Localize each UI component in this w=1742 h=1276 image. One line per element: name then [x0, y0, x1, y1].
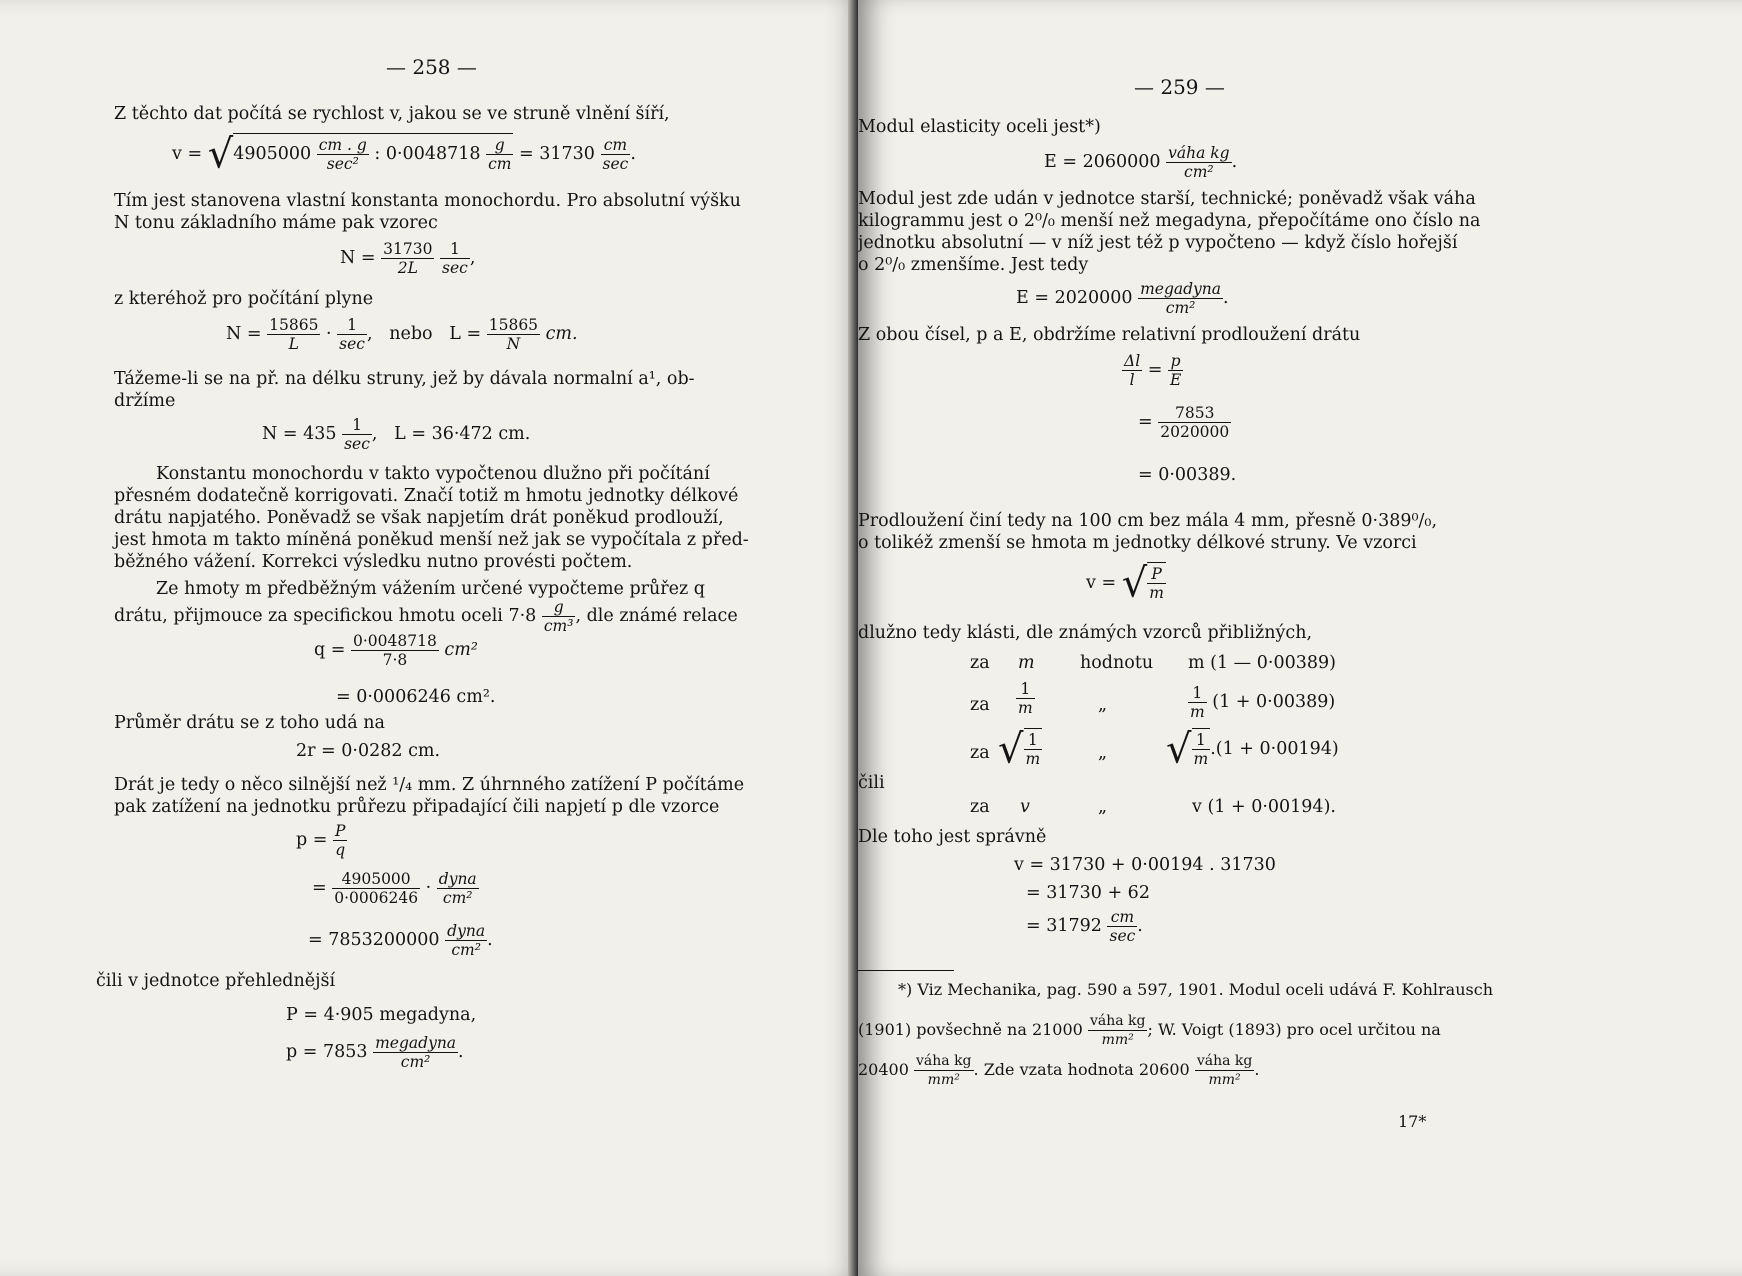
text-cili: čili	[858, 773, 885, 793]
text-line: držíme	[114, 391, 176, 411]
equation-N3: N = 435 $\frac{1}{\sec}$ , L = 36·472 cm.	[262, 416, 531, 453]
equation-N2: N = $\frac{15865}{L}$ · $\frac{1}{\sec}$ , nebo L = $\frac{15865}{N}$ cm.	[226, 316, 578, 353]
approx-hodnotu: hodnotu	[1080, 653, 1154, 673]
equation-q2: = 0·0006246 cm².	[336, 687, 496, 707]
approx-term: v	[1020, 797, 1030, 817]
equation-E2: E = 2020000 $\frac{\text{megadyna}}{\text{cm²}}$ .	[1016, 280, 1229, 317]
page-number-right: — 259 —	[1134, 75, 1225, 99]
text-line: běžného vážení. Korrekci výsledku nutno provésti počtem.	[114, 552, 633, 572]
text-line: kilogrammu jest o 2⁰/₀ menší než megadyna, přepočítáme ono číslo na	[858, 211, 1481, 231]
approx-value: √ $\frac{1}{m}$ .(1 + 0·00194)	[1166, 726, 1339, 773]
text-line: drátu, přijmouce za specifickou hmotu oceli 7·8 $\frac{g}{\text{cm³}}$ , dle známé relace	[114, 598, 738, 635]
equation-v1: v = 31730 + 0·00194 . 31730	[1014, 855, 1276, 875]
sqrt-symbol: √	[207, 131, 234, 178]
approx-quote: „	[1098, 743, 1108, 763]
equation-E1: E = 2060000 $\frac{\text{váha kg}}{\text{cm²}}$ .	[1044, 144, 1238, 181]
approx-za: za	[970, 695, 990, 715]
text-line: čili v jednotce přehlednější	[96, 971, 336, 991]
text-line: Tážeme-li se na př. na délku struny, jež by dávala normalní a¹, ob-	[114, 369, 695, 389]
left-page	[0, 0, 858, 1276]
footnote-line: 20400 $\frac{\text{váha kg}}{\text{mm²}}$ . Zde vzata hodnota 20600 $\frac{\text{váha kg}}{\text{mm²}}$ .	[858, 1053, 1260, 1088]
approx-term: $\frac{1}{m}$	[1018, 680, 1033, 717]
sqrt-symbol: √	[1121, 560, 1148, 607]
equation-dl2: = $\frac{7853}{2020000}$	[1138, 404, 1230, 441]
footnote-line: (1901) povšechně na 21000 $\frac{\text{váha kg}}{\text{mm²}}$ ; W. Voigt (1893) pro ocel určitou na	[858, 1013, 1441, 1048]
equation-q1: q = $\frac{0\cdot 0048718}{7\cdot 8}$ cm²	[314, 632, 478, 669]
text-line: jednotku absolutní — v níž jest též p vypočteno — když číslo hořejší	[858, 233, 1458, 253]
approx-za: za	[970, 653, 990, 673]
text-line: Tím jest stanovena vlastní konstanta monochordu. Pro absolutní výšku	[114, 191, 741, 211]
approx-quote: „	[1098, 695, 1108, 715]
text-line: Konstantu monochordu v takto vypočtenou dlužno při počítání	[156, 464, 710, 484]
text-line: Ze hmoty m předběžným vážením určené vypočteme průřez q	[156, 579, 706, 599]
equation-v: v = √4905000 $\frac{cm . g}{\text{sec²}}$ : 0·0048718 $\frac{g}{cm}$ = 31730 $\frac{cm}{\sec}$ .	[172, 131, 636, 178]
footnote-line: *) Viz Mechanika, pag. 590 a 597, 1901. Modul oceli udává F. Kohlrausch	[898, 980, 1493, 999]
equation-p2: = $\frac{4905000}{0\cdot 0006246}$ · $\frac{\text{dyna}}{\text{cm²}}$	[312, 870, 477, 907]
equation-P: P = 4·905 megadyna,	[286, 1005, 477, 1025]
text-line: Dle toho jest správně	[858, 827, 1047, 847]
right-page	[858, 0, 1742, 1276]
text-line: drátu napjatého. Poněvadž se však napjetím drát poněkud prodlouží,	[114, 508, 724, 528]
equation-2r: 2r = 0·0282 cm.	[296, 741, 441, 761]
equation-v2: = 31730 + 62	[1026, 883, 1150, 903]
text-line: Průměr drátu se z toho udá na	[114, 713, 385, 733]
signature-mark: 17*	[1398, 1112, 1427, 1131]
text-line: dlužno tedy klásti, dle známých vzorců přibližných,	[858, 623, 1313, 643]
text-line: Drát je tedy o něco silnější než ¹/₄ mm. Z úhrnného zatížení P počítáme	[114, 775, 745, 795]
equation-p4: p = 7853 $\frac{\text{megadyna}}{\text{cm²}}$ .	[286, 1034, 464, 1071]
equation-N1: N = $\frac{31730}{2L}$ $\frac{1}{\sec}$ ,	[340, 240, 476, 277]
text-line: Z obou čísel, p a E, obdržíme relativní prodloužení drátu	[858, 325, 1361, 345]
approx-za: za	[970, 743, 990, 763]
text-line: Modul jest zde udán v jednotce starší, technické; poněvadž však váha	[858, 189, 1476, 209]
equation-p1: p = $\frac{P}{q}$	[296, 822, 346, 859]
text-line: pak zatížení na jednotku průřezu připadající čili napjetí p dle vzorce	[114, 797, 720, 817]
text-line: Z těchto dat počítá se rychlost v, jakou se ve struně vlnění šíří,	[114, 104, 670, 124]
footnote-rule	[858, 970, 954, 971]
approx-value: m (1 — 0·00389)	[1188, 653, 1336, 673]
approx-quote: „	[1098, 797, 1108, 817]
text-line: o tolikéž zmenší se hmota m jednotky délkové struny. Ve vzorci	[858, 533, 1417, 553]
text-line: Prodloužení činí tedy na 100 cm bez mála 4 mm, přesně 0·389⁰/₀,	[858, 511, 1438, 531]
text-line: přesném dodatečně korrigovati. Značí totiž m hmotu jednotky délkové	[114, 486, 739, 506]
text-line: Modul elasticity oceli jest*)	[858, 117, 1101, 137]
approx-za: za	[970, 797, 990, 817]
approx-value: v (1 + 0·00194).	[1192, 797, 1336, 817]
equation-v-sqrt: v = √ $\frac{P}{m}$	[1086, 560, 1164, 607]
page-number-left: — 258 —	[386, 55, 477, 79]
equation-dl3: = 0·00389.	[1138, 465, 1237, 485]
equation-dl1: $\frac{\Delta l}{l}$ = $\frac{p}{E}$	[1124, 352, 1182, 389]
text-line: z kteréhož pro počítání plyne	[114, 289, 374, 309]
text-line: N tonu základního máme pak vzorec	[114, 213, 438, 233]
approx-term: m	[1018, 653, 1035, 673]
approx-term: √ $\frac{1}{m}$	[998, 726, 1041, 773]
equation-v3: = 31792 $\frac{cm}{\sec}$ .	[1026, 908, 1143, 945]
approx-value: $\frac{1}{m}$ (1 + 0·00389)	[1190, 684, 1336, 721]
equation-p3: = 7853200000 $\frac{\text{dyna}}{\text{cm²}}$ .	[308, 922, 493, 959]
text-line: o 2⁰/₀ zmenšíme. Jest tedy	[858, 255, 1089, 275]
text-line: jest hmota m takto míněná poněkud menší než jak se vypočítala z před-	[114, 530, 749, 550]
